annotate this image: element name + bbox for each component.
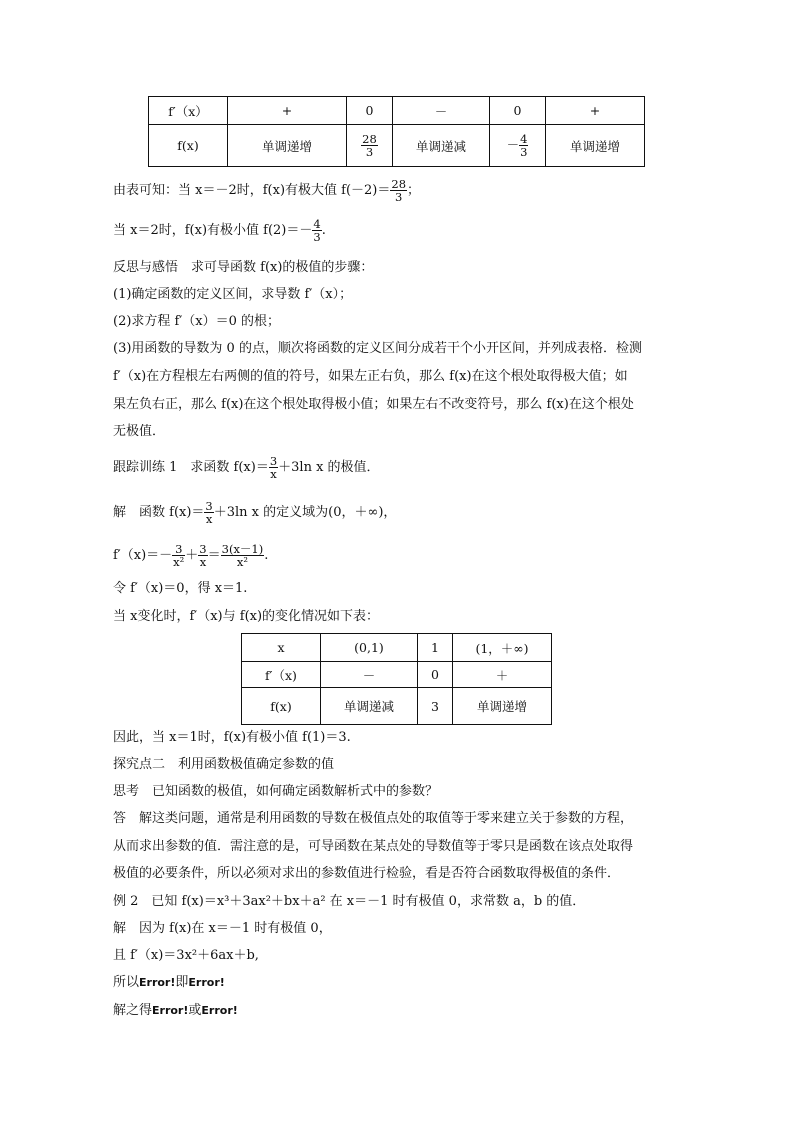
- extremum-table-2: [241, 633, 552, 725]
- ex2-solution-line-1: 解 因为 f(x)在 x＝－1 时有极值 0，: [113, 921, 332, 936]
- t2-cell: 单调递增: [453, 688, 552, 725]
- t2-header-x: x: [242, 634, 321, 662]
- t2-cell: －: [321, 662, 418, 688]
- t2-cell: (0,1): [321, 634, 418, 662]
- training-problem: 跟踪训练 1 求函数 f(x)＝ $\frac{3}{x}$ ＋3ln x 的极值．: [113, 454, 380, 482]
- step-3-line-4: 无极值．: [113, 424, 166, 439]
- example-2: 例 2 已知 f(x)＝x³＋3ax²＋bx＋a² 在 x＝－1 时有极值 0，求常数 a，b 的值．: [113, 894, 586, 909]
- t2-cell: (1，＋∞): [453, 634, 552, 662]
- ex2-solution-line-2: 且 f′（x)＝3x²＋6ax＋b,: [113, 948, 259, 963]
- step-3-line-1: (3)用函数的导数为 0 的点，顺次将函数的定义区间分成若干个小开区间，并列成表格．检测: [113, 341, 642, 356]
- t1-cell: －: [393, 97, 490, 125]
- step-1: (1)确定函数的定义区间，求导数 f′（x）；: [113, 287, 353, 302]
- zero-line: 令 f′（x)＝0，得 x＝1.: [113, 581, 248, 596]
- t1-cell: 单调递增: [546, 125, 645, 167]
- extremum-table-1: [148, 96, 645, 167]
- t1-cell-max-value: $\frac{28}{3}$: [347, 125, 393, 167]
- step-2: (2)求方程 f′（x）＝0 的根；: [113, 314, 281, 329]
- t1-cell: 单调递增: [228, 125, 347, 167]
- derivative-line: f′（x)＝－ $\frac{3}{\text{x²}}$ ＋ $\frac{3}{x}$ ＝ $\frac{3(x-1)}{\text{x²}}$ .: [113, 542, 269, 570]
- t1-cell: 0: [490, 97, 546, 125]
- t1-cell: +: [228, 97, 347, 125]
- min-value-line: 当 x＝2时，f(x)有极小值 f(2)＝－ $\frac{4}{3}$ .: [113, 217, 326, 245]
- t2-header-fprime: f′（x): [242, 662, 321, 688]
- t2-cell: ＋: [453, 662, 552, 688]
- answer-line-3: 极值的必要条件，所以必须对求出的参数值进行检验，看是否符合函数取得极值的条件．: [113, 866, 621, 881]
- t1-cell-min-value: － $\frac{4}{3}$: [490, 125, 546, 167]
- answer-line-2: 从而求出参数的值．需注意的是，可导函数在某点处的导数值等于零只是函数在该点处取得: [113, 839, 634, 854]
- max-value-line: 由表可知：当 x＝－2时，f(x)有极大值 f(－2)＝ $\frac{28}{3}$ ；: [113, 177, 421, 205]
- conclusion: 因此，当 x＝1时，f(x)有极小值 f(1)＝3.: [113, 730, 351, 745]
- t1-header-f: f(x): [149, 125, 228, 167]
- think-question: 思考 已知函数的极值，如何确定函数解析式中的参数？: [113, 784, 439, 799]
- t2-cell: 0: [418, 662, 453, 688]
- t2-cell: 3: [418, 688, 453, 725]
- t1-header-fprime: f′（x）: [149, 97, 228, 125]
- t1-cell: 0: [347, 97, 393, 125]
- step-3-line-3: 果左负右正，那么 f(x)在这个根处取得极小值；如果左右不改变符号，那么 f(x)在这个根处: [113, 397, 634, 412]
- answer-line-1: 答 解这类问题，通常是利用函数的导数在极值点处的取值等于零来建立关于参数的方程，: [113, 811, 634, 826]
- t1-cell: +: [546, 97, 645, 125]
- reflection-title: 反思与感悟 求可导函数 f(x)的极值的步骤：: [113, 260, 374, 275]
- t2-cell: 单调递减: [321, 688, 418, 725]
- t1-cell: 单调递减: [393, 125, 490, 167]
- ex2-solution-line-4: 解之得Error!或Error!: [113, 1003, 238, 1018]
- step-3-line-2: f′（x)在方程根左右两侧的值的符号，如果左正右负，那么 f(x)在这个根处取得极大值；如: [113, 369, 628, 384]
- t2-header-f: f(x): [242, 688, 321, 725]
- solution-domain: 解 函数 f(x)＝ $\frac{3}{x}$ ＋3ln x 的定义域为(0，＋∞)，: [113, 499, 397, 527]
- table-intro: 当 x变化时，f′（x)与 f(x)的变化情况如下表：: [113, 609, 380, 624]
- explore-heading: 探究点二 利用函数极值确定参数的值: [113, 757, 335, 772]
- t2-cell: 1: [418, 634, 453, 662]
- ex2-solution-line-3: 所以Error!即Error!: [113, 975, 225, 990]
